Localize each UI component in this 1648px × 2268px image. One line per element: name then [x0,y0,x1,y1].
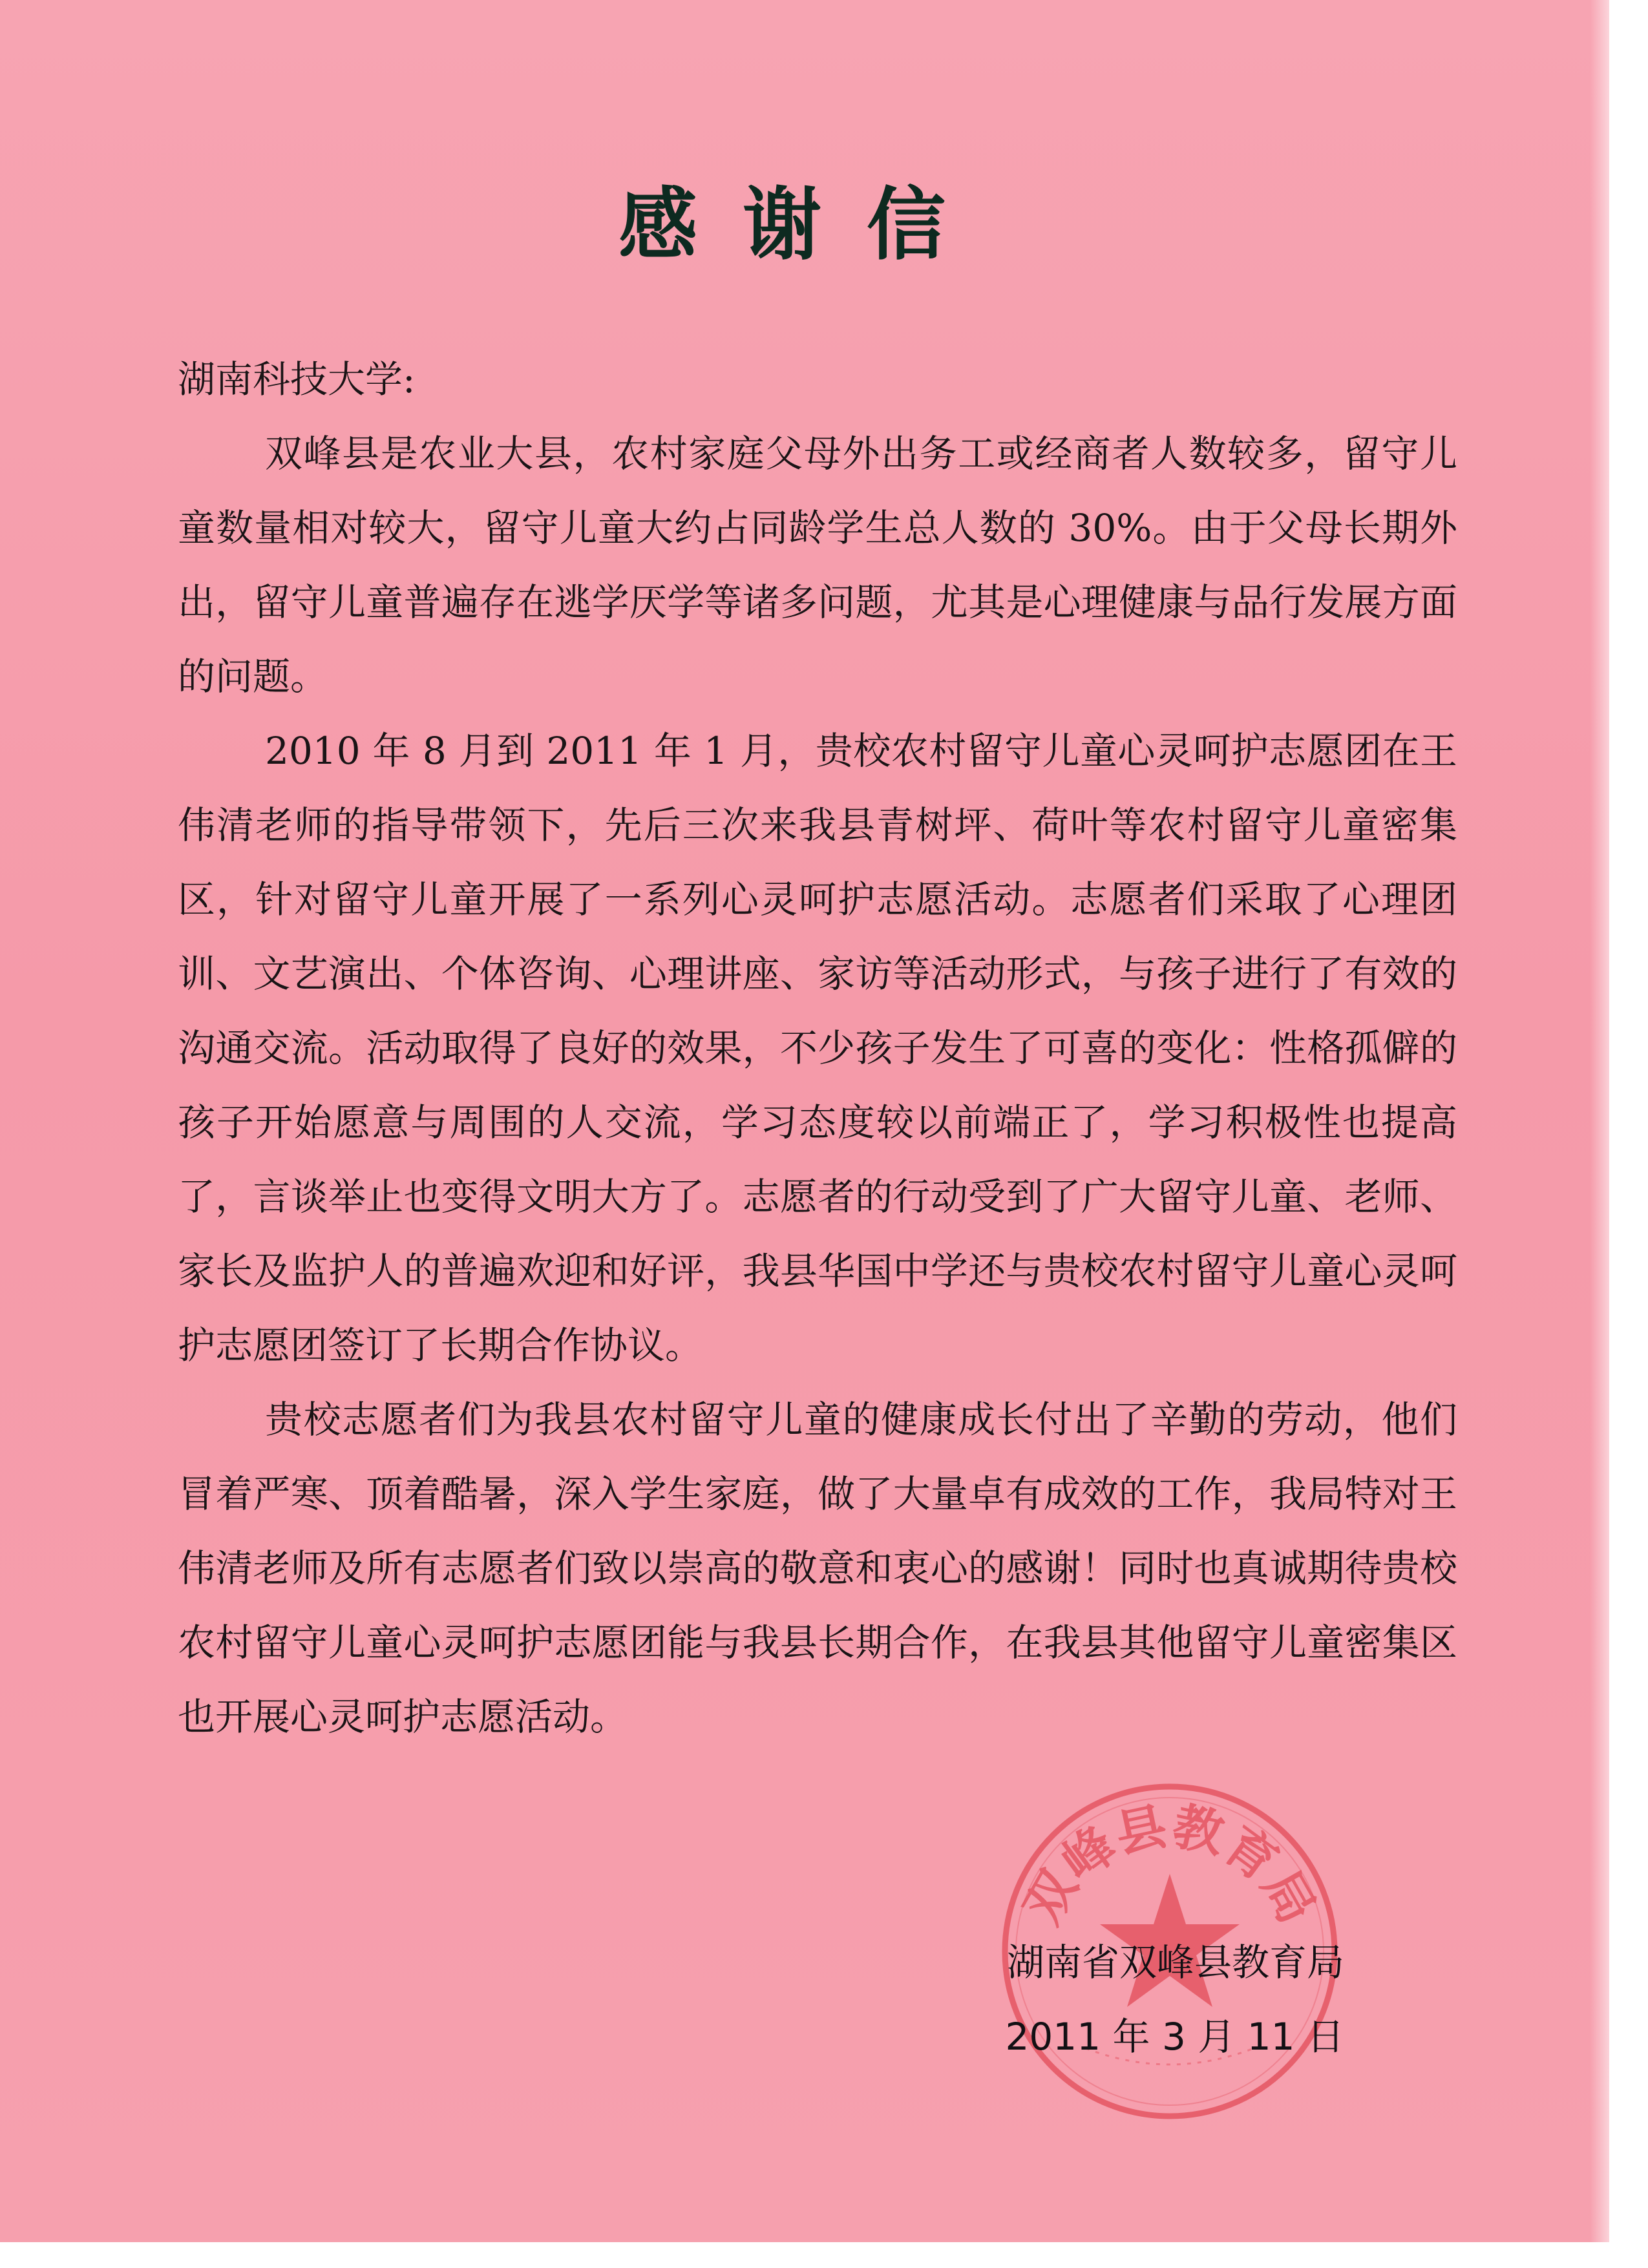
svg-text:双峰县教育局: 双峰县教育局 [1013,1796,1327,1934]
signature-block [931,1926,1344,2074]
issuing-organization: 湖南省双峰县教育局 [1006,1940,1344,1984]
letter-salutation: 湖南科技大学: [178,357,416,401]
letter-body [178,342,1457,1754]
paragraph-2: 2010 年 8 月到 2011 年 1 月，贵校农村留守儿童心灵呵护志愿团在王伟清老师的指导带领下，先后三次来我县青树坪、荷叶等农村留守儿童密集区，针对留守儿童开展了一系列心灵呵护志愿活动。志愿者们采取了心理团训、文艺演出、个体咨询、心理讲座、家访等活动形式，与孩子进行了有效的沟通交流。活动取得了良好的效果，不少孩子发生了可喜的变化：性格孤僻的孩子开始愿意与周围的人交流，学习态度较以前端正了，学习积极性也提高了，言谈举止也变得文明大方了。志愿者的行动受到了广大留守儿童、老师、家长及监护人的普遍欢迎和好评，我县华国中学还与贵校农村留守儿童心灵呵护志愿团签订了长期合作协议。 [178,729,1457,1367]
paragraph-1: 双峰县是农业大县，农村家庭父母外出务工或经商者人数较多，留守儿童数量相对较大，留守儿童大约占同龄学生总人数的 30%。由于父母长期外出，留守儿童普遍存在逃学厌学等诸多问题，尤其是心理健康与品行发展方面的问题。 [178,432,1457,698]
paragraph-3: 贵校志愿者们为我县农村留守儿童的健康成长付出了辛勤的劳动，他们冒着严寒、顶着酷暑，深入学生家庭，做了大量卓有成效的工作，我局特对王伟清老师及所有志愿者们致以崇高的敬意和衷心的感谢！同时也真诚期待贵校农村留守儿童心灵呵护志愿团能与我县长期合作，在我县其他留守儿童密集区也开展心灵呵护志愿活动。 [178,1398,1457,1739]
letter-title: 感谢信 [618,178,991,271]
letter-date: 2011 年 3 月 11 日 [1005,2015,1344,2059]
